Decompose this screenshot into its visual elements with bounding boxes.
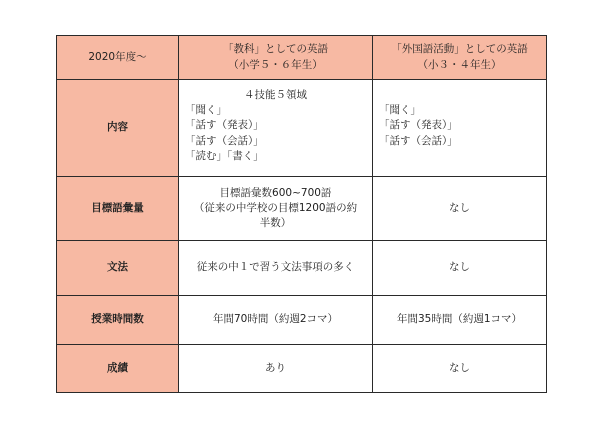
table-row-grammar — [57, 241, 547, 296]
column-header-activity-grades: （小３・４年生） — [417, 58, 502, 71]
list-item: 「聞く」 — [379, 104, 421, 117]
column-header-activity-title: 「外国語活動」としての英語 — [391, 43, 528, 56]
column-header-subject-english — [179, 36, 373, 80]
year-label: 2020年度～ — [88, 50, 147, 63]
cell-grammar-activity: なし — [373, 241, 547, 296]
cell-content-activity — [373, 80, 547, 177]
table-row-lesson-hours — [57, 296, 547, 345]
table-row-content — [57, 80, 547, 177]
row-label-vocabulary: 目標語彙量 — [57, 177, 179, 241]
row-label-lesson-hours: 授業時間数 — [57, 296, 179, 345]
cell-vocabulary-activity: なし — [373, 177, 547, 241]
vocabulary-line-2: （従来の中学校の目標1200語の約 — [193, 201, 358, 214]
list-item: 「読む」「書く」 — [185, 149, 264, 162]
cell-grades-subject: あり — [179, 345, 373, 393]
row-label-content: 内容 — [57, 80, 179, 177]
corner-cell-year — [57, 36, 179, 80]
column-header-subject-grades: （小学５・６年生） — [228, 58, 323, 71]
table-row-vocabulary — [57, 177, 547, 241]
column-header-activity-english — [373, 36, 547, 80]
header-row — [57, 36, 547, 80]
cell-content-subject — [179, 80, 373, 177]
list-item: 「話す（発表）」 — [379, 119, 458, 132]
cell-grades-activity: なし — [373, 345, 547, 393]
list-item: 「聞く」 — [185, 104, 227, 117]
skills-title: ４技能５領域 — [244, 89, 307, 101]
comparison-table — [56, 35, 547, 393]
list-item: 「話す（会話）」 — [379, 134, 458, 147]
cell-grammar-subject: 従来の中１で習う文法事項の多く — [179, 241, 373, 296]
row-label-grades: 成績 — [57, 345, 179, 393]
list-item: 「話す（発表）」 — [185, 119, 264, 132]
row-label-grammar: 文法 — [57, 241, 179, 296]
cell-hours-activity: 年間35時間（約週1コマ） — [373, 296, 547, 345]
vocabulary-line-3: 半数） — [259, 217, 292, 230]
table-row-grades — [57, 345, 547, 393]
vocabulary-line-1: 目標語彙数600~700語 — [219, 186, 332, 199]
list-item: 「話す（会話）」 — [185, 134, 264, 147]
column-header-subject-title: 「教科」としての英語 — [223, 43, 328, 56]
cell-vocabulary-subject — [179, 177, 373, 241]
cell-hours-subject: 年間70時間（約週2コマ） — [179, 296, 373, 345]
